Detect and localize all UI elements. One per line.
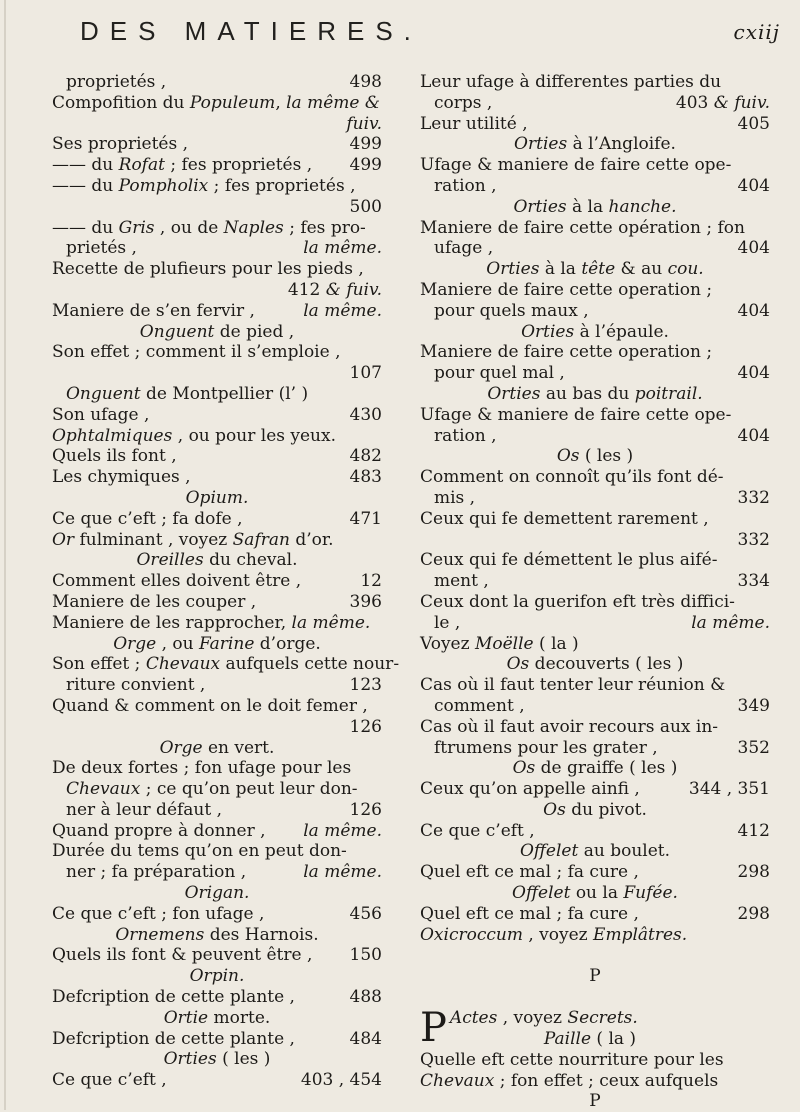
entry-text: Chevaux ; fon effet ; ceux aufquels [420,1070,719,1091]
entry-page-ref: 12 [360,571,382,592]
entry-text: ufage , [434,238,494,259]
entry-text: Offelet au boulet. [519,841,671,862]
index-entry [52,1029,382,1050]
entry-text: —— du Gris , ou de Naples ; fes pro- [52,217,366,238]
entry-text: Quels ils font , [52,446,177,467]
index-entry [420,426,770,447]
page-title: DES MATIERES. [80,16,422,46]
page-number: cxiij [733,20,780,44]
entry-text: Comment on connoît qu’ils font dé- [420,467,724,488]
index-entry [52,322,382,343]
entry-page-ref: 405 [737,113,770,134]
index-entry [52,363,382,384]
entry-text: Offelet ou la Fufée. [512,883,678,904]
entry-page-ref: 412 & fuiv. [287,279,382,300]
index-entry [420,155,770,176]
entry-page-ref: 430 [349,404,382,425]
entry-page-ref: 404 [737,300,770,321]
entry-text: P [589,1091,601,1112]
entry-text: Recette de plufieurs pour les pieds , [52,259,364,280]
entry-text: Orties à la tête & au cou. [486,259,704,280]
index-entry [420,259,770,280]
entry-page-ref: 498 [349,72,382,92]
entry-text: Onguent de pied , [139,321,295,342]
index-entry [52,530,382,551]
index-entry [52,134,382,155]
page-edge [4,0,6,1110]
index-entry [52,779,382,800]
index-entry [52,280,382,301]
entry-text: Maniere de s’en fervir , [52,300,255,321]
index-entry [420,1091,770,1112]
entry-text: De deux fortes ; fon ufage pour les [52,758,352,779]
entry-text: Paille ( la ) [543,1028,637,1049]
index-entry [420,800,770,821]
entry-text: Os ( les ) [556,446,634,467]
entry-text: Oxicroccum , voyez Emplâtres. [420,924,688,945]
entry-text: ner à leur défaut , [66,799,223,820]
index-entry [420,72,770,93]
entry-text: pour quels maux , [434,300,589,321]
entry-page-ref: 499 [349,134,382,155]
entry-text: ration , [434,425,497,446]
entry-page-ref: 499 [349,155,382,176]
index-entry [52,446,382,467]
entry-page-ref: 456 [349,903,382,924]
entry-page-ref: 412 [737,820,770,841]
entry-page-ref: 332 [737,529,770,550]
index-entry [420,384,770,405]
index-entry [52,509,382,530]
entry-text: Leur ufage à differentes parties du [420,72,722,92]
entry-text: mis , [434,487,476,508]
index-entry [52,862,382,883]
entry-page-ref: 403 & fuiv. [675,92,770,113]
index-entry [420,758,770,779]
index-entry [52,238,382,259]
entry-page-ref: 404 [737,425,770,446]
index-entry [420,613,770,634]
entry-text: Son ufage , [52,404,150,425]
entry-page-ref: 471 [349,508,382,529]
entry-page-ref: 396 [349,591,382,612]
index-entry [52,550,382,571]
index-column-right [420,72,770,1112]
entry-text: Comment elles doivent être , [52,571,302,592]
index-entry [52,426,382,447]
page-header [80,6,780,58]
entry-text: Orties au bas du poitrail. [487,383,703,404]
entry-text: ration , [434,175,497,196]
entry-text: corps , [434,92,493,113]
entry-text: fuiv. [346,113,382,134]
entry-text: Maniere de faire cette operation ; [420,279,713,300]
index-entry [420,571,770,592]
entry-text: —— du Rofat ; fes proprietés , [52,155,313,176]
index-column-left [52,72,400,1091]
entry-text: Defcription de cette plante , [52,1028,295,1049]
index-entry [52,1070,382,1091]
entry-text: Or fulminant , voyez Safran d’or. [52,529,334,550]
index-entry [420,280,770,301]
index-entry [420,841,770,862]
entry-text: Maniere de les rapprocher, la même. [52,612,371,633]
entry-text: Ceux dont la guerifon eft très diffici- [420,591,735,612]
entry-text: Ortie morte. [163,1007,271,1028]
entry-page-ref: la même. [691,612,770,633]
index-entry [420,1050,770,1071]
entry-text: Ce que c’eft ; fon ufage , [52,903,265,924]
index-entry [52,945,382,966]
entry-text: Son effet ; comment il s’emploie , [52,342,341,363]
entry-text: Orties à l’épaule. [521,321,669,342]
index-entry [420,363,770,384]
index-entry [52,654,400,675]
entry-text: ment , [434,571,489,592]
entry-page-ref: 107 [349,363,382,384]
entry-text: Cas où il faut tenter leur réunion & [420,675,726,696]
entry-text: Chevaux ; ce qu’on peut leur don- [66,779,358,800]
entry-text: prietés , [66,238,137,259]
entry-text: Les chymiques , [52,467,191,488]
index-entry [420,717,770,738]
index-entry [52,259,382,280]
index-entry [52,738,382,759]
entry-text: Quel eft ce mal ; fa cure , [420,903,639,924]
index-entry [420,738,770,759]
index-entry [52,72,382,93]
index-entry [420,93,770,114]
entry-text: pour quel mal , [434,363,565,384]
entry-text: Ceux qu’on appelle ainfi , [420,779,640,800]
entry-page-ref: 349 [737,695,770,716]
index-entry [52,634,382,655]
index-entry [420,1071,770,1092]
index-entry [52,696,382,717]
index-entry [52,613,382,634]
index-entry [420,509,770,530]
entry-page-ref: 352 [737,737,770,758]
index-entry [52,467,382,488]
entry-text: Son effet ; Chevaux aufquels cette nour- [52,654,400,675]
entry-page-ref: 298 [737,903,770,924]
entry-text: Origan. [184,883,250,904]
index-entry [52,904,382,925]
index-entry [52,987,382,1008]
index-entry [420,675,770,696]
index-entry [52,1049,382,1070]
entry-page-ref: 403 , 454 [300,1070,382,1091]
entry-text: Ufage & maniere de faire cette ope- [420,155,732,176]
index-entry [420,904,770,925]
index-entry [420,218,770,239]
index-entry [420,301,770,322]
entry-text: Ufage & maniere de faire cette ope- [420,404,732,425]
entry-text: Ce que c’eft , [420,820,535,841]
entry-page-ref: 150 [349,945,382,966]
entry-text: Durée du tems qu’on en peut don- [52,841,347,862]
entry-text: —— du Pompholix ; fes proprietés , [52,175,356,196]
index-entry [420,114,770,135]
drop-cap: P [420,1004,447,1051]
index-entry [52,1008,382,1029]
entry-text: Voyez Moëlle ( la ) [420,633,579,654]
index-entry [420,634,770,655]
entry-page-ref: 332 [737,487,770,508]
entry-text: Leur utilité , [420,113,528,134]
entry-page-ref: 500 [349,196,382,217]
entry-page-ref: 126 [349,799,382,820]
entry-text: Cas où il faut avoir recours aux in- [420,716,719,737]
entry-text: Os du pivot. [543,799,647,820]
entry-text: Os de graiffe ( les ) [512,758,678,779]
entry-text: Maniere de faire cette operation ; [420,342,713,363]
entry-text: le , [434,612,461,633]
index-entry [52,93,382,114]
entry-text: Ce que c’eft , [52,1070,167,1091]
entry-text: P [589,966,601,987]
index-entry [52,592,382,613]
index-entry [420,821,770,842]
entry-text: Ceux qui fe demettent rarement , [420,508,709,529]
entry-text: Oreilles du cheval. [136,550,298,571]
entry-text: riture convient , [66,675,206,696]
index-entry [420,987,770,1008]
index-entry [420,342,770,363]
entry-text: Ornemens des Harnois. [115,924,319,945]
entry-page-ref: 404 [737,175,770,196]
index-entry [52,342,382,363]
entry-text: Compofition du Populeum, la même & [52,92,380,113]
entry-page-ref: 298 [737,862,770,883]
index-entry [420,405,770,426]
entry-text: Ceux qui fe démettent le plus aifé- [420,550,718,571]
entry-text: proprietés , [66,72,167,92]
index-entry [420,488,770,509]
entry-page-ref: la même. [303,300,382,321]
index-entry [420,238,770,259]
index-entry [420,176,770,197]
section-p-start [420,1004,770,1051]
index-entry [52,675,382,696]
entry-text: Orge , ou Farine d’orge. [113,633,321,654]
entry-text: Os decouverts ( les ) [506,654,684,675]
entry-text: Onguent de Montpellier (l’ ) [66,383,309,404]
index-entry [420,966,770,987]
index-entry [52,405,382,426]
entry-text: Ses proprietés , [52,134,189,155]
index-entry [52,758,382,779]
index-entry [52,571,382,592]
entry-page-ref: 334 [737,571,770,592]
index-entry [52,301,382,322]
entry-page-ref: 488 [349,987,382,1008]
entry-page-ref: 484 [349,1028,382,1049]
entry-text: Orge en vert. [159,737,275,758]
index-entry [420,945,770,966]
entry-text: Maniere de les couper , [52,591,257,612]
entry-page-ref: 344 , 351 [688,779,770,800]
entry-text: ftrumens pour les grater , [434,737,658,758]
entry-text: Ophtalmiques , ou pour les yeux. [52,425,336,446]
index-entry [420,197,770,218]
entry-text: comment , [434,695,525,716]
index-entry [420,467,770,488]
entry-page-ref: 404 [737,238,770,259]
index-entry [52,883,382,904]
entry-text: Quelle eft cette nourriture pour les [420,1049,724,1070]
index-entry [52,800,382,821]
index-entry [52,384,382,405]
entry-text: Actes , voyez Secrets. [449,1007,638,1028]
index-entry [420,862,770,883]
entry-text: ner ; fa préparation , [66,862,247,883]
index-entry [52,114,382,135]
index-entry [420,779,770,800]
entry-text: Ce que c’eft ; fa dofe , [52,508,243,529]
entry-page-ref: la même. [303,820,382,841]
entry-text: Quand & comment on le doit femer , [52,695,368,716]
index-entry [420,592,770,613]
entry-text: Defcription de cette plante , [52,987,295,1008]
entry-text: Quel eft ce mal ; fa cure , [420,862,639,883]
index-entry [52,717,382,738]
entry-page-ref: 404 [737,363,770,384]
index-entry [52,841,382,862]
index-entry [52,197,382,218]
entry-text: Quand propre à donner , [52,820,266,841]
index-entry [420,883,770,904]
index-entry [420,654,770,675]
entry-text: Orties ( les ) [163,1049,271,1070]
entry-text: Orties à l’Angloife. [514,134,676,155]
entry-text: Opium. [185,487,249,508]
entry-page-ref: la même. [303,862,382,883]
index-entry [420,446,770,467]
entry-page-ref: la même. [303,238,382,259]
index-entry [420,322,770,343]
index-entry [420,925,770,946]
entry-text: Maniere de faire cette opération ; fon [420,217,745,238]
index-entry [420,696,770,717]
index-entry [52,218,382,239]
index-entry [52,488,382,509]
entry-page-ref: 482 [349,446,382,467]
index-entry [420,530,770,551]
index-entry [52,155,382,176]
entry-page-ref: 126 [349,716,382,737]
index-entry [52,925,382,946]
entry-text: Orpin. [189,966,245,987]
index-entry [420,550,770,571]
index-entry [52,966,382,987]
entry-page-ref: 483 [349,467,382,488]
entry-text: Orties à la hanche. [513,196,677,217]
entry-page-ref: 123 [349,675,382,696]
index-entry [52,176,382,197]
entry-text: Quels ils font & peuvent être , [52,945,313,966]
index-entry [52,821,382,842]
index-entry [420,134,770,155]
